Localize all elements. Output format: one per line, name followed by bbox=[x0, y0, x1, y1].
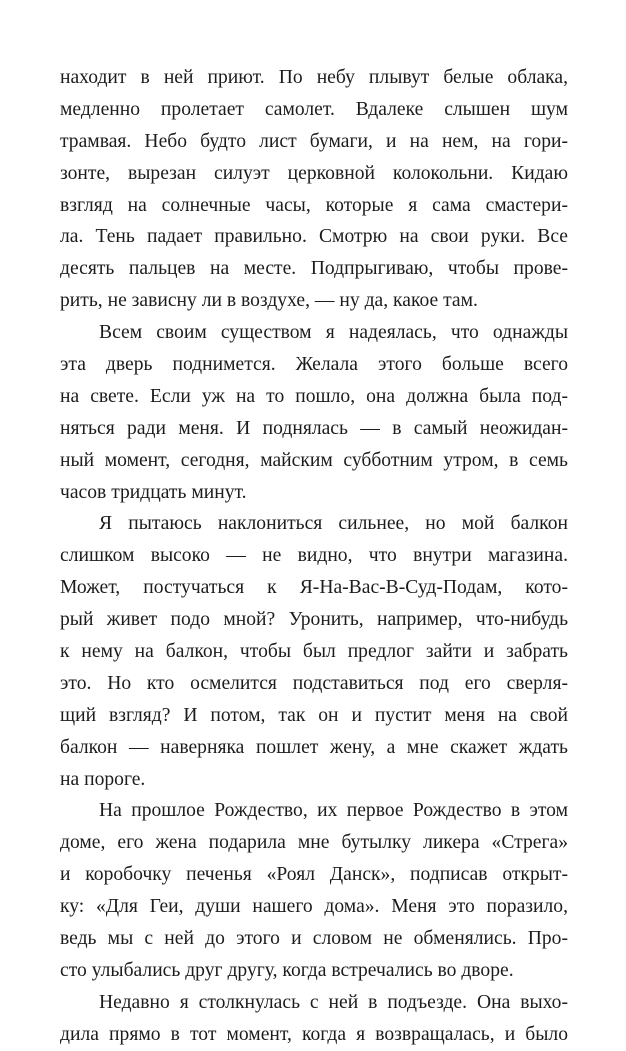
text-line: находит в ней приют. По небу плывут белые облака, bbox=[60, 67, 568, 88]
text-line: ку: «Для Геи, души нашего дома». Меня это поразило, bbox=[60, 896, 568, 918]
paragraph bbox=[60, 317, 568, 508]
text-line: ный момент, сегодня, майским субботним утром, в семь bbox=[60, 449, 568, 471]
paragraph bbox=[60, 795, 568, 986]
text-line: зонте, вырезан силуэт церковной колокольни. Кидаю bbox=[60, 162, 568, 184]
text-line: ла. Тень падает правильно. Смотрю на свои руки. Все bbox=[60, 226, 568, 248]
text-line: балкон — наверняка пошлет жену, а мне скажет ждать bbox=[60, 736, 568, 758]
paragraph bbox=[60, 987, 568, 1051]
text-line: Недавно я столкнулась с ней в подъезде. Она выхо- bbox=[99, 991, 568, 1013]
text-line: это. Но кто осмелится подставиться под его сверля- bbox=[60, 672, 568, 694]
text-line: сто улыбались друг другу, когда встречались во дворе. bbox=[60, 959, 514, 981]
book-page bbox=[60, 62, 568, 1051]
text-line: доме, его жена подарила мне бутылку ликера «Стрега» bbox=[60, 832, 568, 854]
text-line: часов тридцать минут. bbox=[60, 481, 247, 503]
paragraph bbox=[60, 508, 568, 795]
text-line: взгляд на солнечные часы, которые я сама смастери- bbox=[60, 194, 568, 216]
paragraph bbox=[60, 62, 568, 317]
text-line: дила прямо в тот момент, когда я возвращалась, и было bbox=[60, 1023, 568, 1045]
text-line: рить, не зависну ли в воздухе, — ну да, какое там. bbox=[60, 290, 478, 312]
text-line: няться ради меня. И поднялась — в самый неожидан- bbox=[60, 417, 568, 439]
text-line: медленно пролетает самолет. Вдалеке слышен шум bbox=[60, 98, 568, 120]
text-line: эта дверь поднимется. Желала этого больше всего bbox=[60, 354, 568, 376]
text-line: десять пальцев на месте. Подпрыгиваю, чтобы прове- bbox=[60, 258, 568, 280]
text-line: трамвая. Небо будто лист бумаги, и на нем, на гори- bbox=[60, 130, 568, 152]
text-line: Может, постучаться к Я-На-Вас-В-Суд-Подам, кото- bbox=[60, 577, 568, 599]
text-line: на пороге. bbox=[60, 768, 146, 790]
text-line: Всем своим существом я надеялась, что однажды bbox=[99, 322, 568, 344]
text-line: слишком высоко — не видно, что внутри магазина. bbox=[60, 545, 568, 567]
text-line: щий взгляд? И потом, так он и пустит меня на свой bbox=[60, 704, 568, 726]
text-line: рый живет подо мной? Уронить, например, что-нибудь bbox=[60, 609, 568, 631]
text-line: На прошлое Рождество, их первое Рождество в этом bbox=[99, 800, 568, 822]
text-line: на свете. Если уж на то пошло, она должна была под- bbox=[60, 385, 568, 407]
text-line: и коробочку печенья «Роял Данск», подписав открыт- bbox=[60, 864, 568, 886]
text-line: к нему на балкон, чтобы был предлог зайти и забрать bbox=[60, 641, 568, 663]
text-line: ведь мы с ней до этого и словом не обменялись. Про- bbox=[60, 928, 568, 950]
text-line: Я пытаюсь наклониться сильнее, но мой балкон bbox=[99, 513, 568, 535]
